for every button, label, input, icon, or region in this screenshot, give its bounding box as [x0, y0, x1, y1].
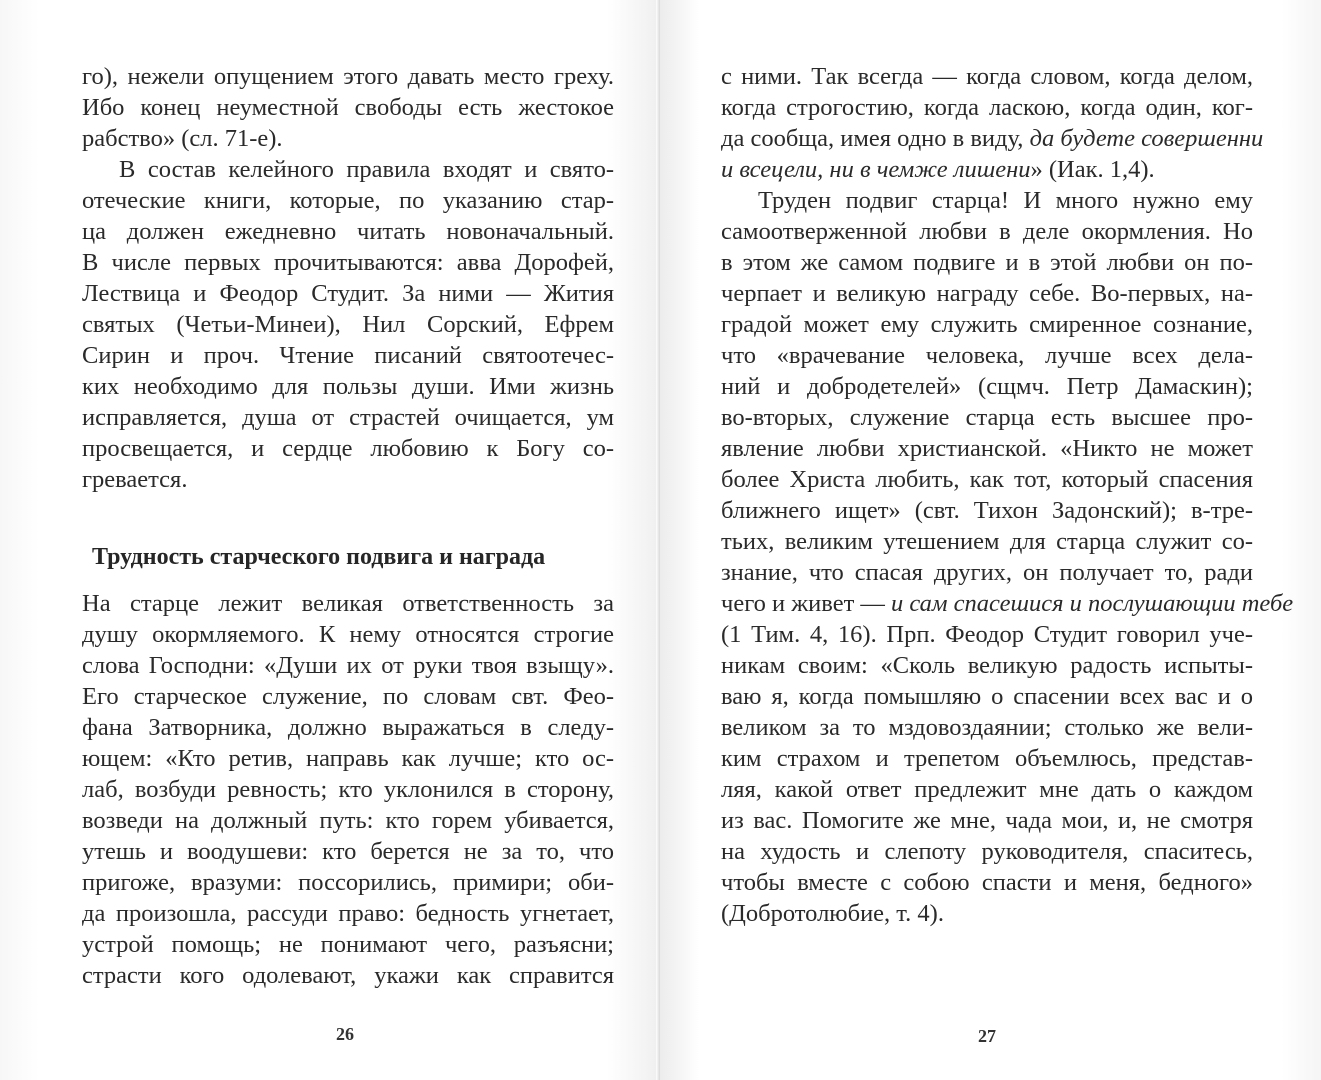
text-line: знание, что спасая других, он получает то, ради [721, 559, 1253, 586]
text-line: святых (Четьи-Минеи), Нил Сорский, Ефрем [82, 311, 614, 338]
text-line: Лествица и Феодор Студит. За ними — Жития [82, 280, 614, 307]
scripture-quote: и сам спасешися и послушающии тебе [891, 590, 1294, 617]
text-line: Труден подвиг старца! И много нужно ему [758, 187, 1253, 214]
text-line [721, 123, 1264, 154]
right-page [660, 0, 1321, 1080]
text-line: Ибо конец неуместной свободы есть жестокое [82, 94, 614, 121]
section-heading: Трудность старческого подвига и награда [92, 544, 546, 570]
text-line: что «врачевание человека, лучше всех дела- [721, 342, 1253, 369]
text-line: во-вторых, служение старца есть высшее про- [721, 404, 1253, 431]
text-line: с ними. Так всегда — когда словом, когда делом, [721, 63, 1253, 90]
text-line: тьих, великим утешением для старца служит со- [721, 528, 1253, 555]
text-line: фана Затворника, должно выражаться в следу- [82, 714, 614, 741]
text-segment: да сообща, имея одно в виду, [721, 125, 1024, 152]
text-line: из вас. Помогите же мне, чада мои, и, не смотря [721, 807, 1253, 834]
text-line: душу окормляемого. К нему относятся строгие [82, 621, 614, 648]
text-line: просвещается, и сердце любовию к Богу со- [82, 435, 614, 462]
text-line: (Добротолюбие, т. 4). [721, 900, 944, 927]
text-line: никам своим: «Сколь великую радость испыты- [721, 652, 1253, 679]
text-segment: » (Иак. 1,4). [1030, 156, 1155, 183]
text-line: градой может ему служить смиренное сознание, [721, 311, 1253, 338]
text-line: на худость и слепоту руководителя, спаситесь, [721, 838, 1253, 865]
text-line: В числе первых прочитываются: авва Дорофей, [82, 249, 614, 276]
scripture-quote: да будете совершенни [1029, 125, 1264, 152]
text-segment: чего и живет — [721, 590, 885, 617]
text-line: ляя, какой ответ предлежит мне дать о каждом [721, 776, 1253, 803]
text-line: отеческие книги, которые, по указанию стар- [82, 187, 614, 214]
text-line: самоотверженной любви в деле окормления. Но [721, 218, 1253, 245]
text-line: (1 Тим. 4, 16). Прп. Феодор Студит говорил уче- [721, 621, 1253, 648]
text-line: черпает и великую награду себе. Во-первых, на- [721, 280, 1253, 307]
text-line: исправляется, душа от страстей очищается, ум [82, 404, 614, 431]
text-line: ющем: «Кто ретив, направь как лучше; кто ос- [82, 745, 614, 772]
text-line: ких необходимо для пользы души. Ими жизнь [82, 373, 614, 400]
text-line: великом за то мздовоздаянии; столько же вели- [721, 714, 1253, 741]
text-line: На старце лежит великая ответственность за [82, 590, 614, 617]
text-line: ваю я, когда помышляю о спасении всех вас и о [721, 683, 1253, 710]
text-line: когда строгостию, когда ласкою, когда один, ког- [721, 94, 1253, 121]
text-line: рабство» (сл. 71-е). [82, 125, 283, 152]
text-line: ким страхом и трепетом объемлюсь, представ- [721, 745, 1253, 772]
text-line: Сирин и проч. Чтение писаний святоотечес- [82, 342, 614, 369]
text-line: да произошла, рассуди право: бедность угнетает, [82, 900, 614, 927]
text-line: возведи на должный путь: кто горем убивается, [82, 807, 614, 834]
text-line: ца должен ежедневно читать новоначальный. [82, 218, 614, 245]
text-line: го), нежели опущением этого давать место греху. [82, 63, 614, 90]
text-line [721, 154, 1253, 185]
text-line: лаб, возбуди ревность; кто уклонился в сторону, [82, 776, 614, 803]
text-line: ближнего ищет» (свт. Тихон Задонский); в-тре- [721, 497, 1253, 524]
text-line: в этом же самом подвиге и в этой любви он по- [721, 249, 1253, 276]
text-line: страсти кого одолевают, укажи как справится [82, 962, 614, 989]
page-number: 26 [336, 1024, 354, 1044]
text-line: гревается. [82, 466, 188, 493]
page-number: 27 [978, 1026, 996, 1046]
text-line: Его старческое служение, по словам свт. Фео- [82, 683, 614, 710]
text-line: слова Господни: «Души их от руки твоя взыщу». [82, 652, 614, 679]
text-line [721, 588, 1294, 619]
text-line: утешь и воодушеви: кто берется не за то, что [82, 838, 614, 865]
text-line: ний и добродетелей» (сщмч. Петр Дамаскин); [721, 373, 1253, 400]
text-line: устрой помощь; не понимают чего, разъясни; [82, 931, 614, 958]
scripture-quote: и всецели, ни в чемже лишени [721, 156, 1031, 183]
text-line: В состав келейного правила входят и свято- [119, 156, 614, 183]
text-line: пригоже, вразуми: поссорились, примири; оби- [82, 869, 614, 896]
text-line: явление любви христианской. «Никто не может [721, 435, 1253, 462]
text-line: чтобы вместе с собою спасти и меня, бедного» [721, 869, 1253, 896]
left-page [0, 0, 660, 1080]
text-line: более Христа любить, как тот, который спасения [721, 466, 1253, 493]
